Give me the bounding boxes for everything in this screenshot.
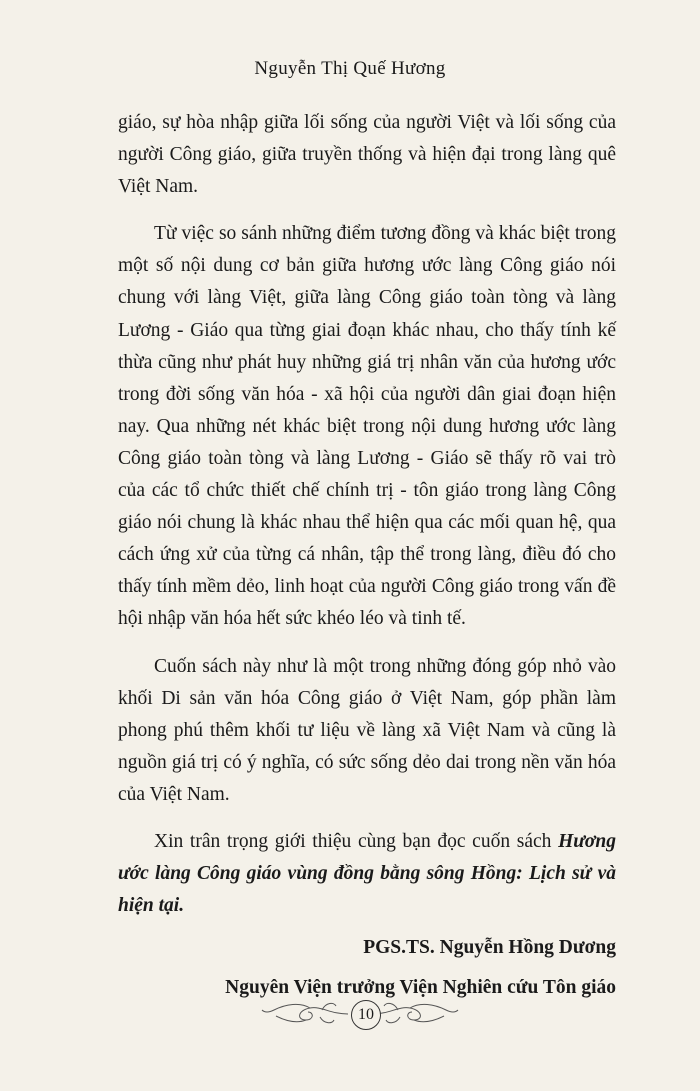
paragraph-contribution-text: Cuốn sách này như là một trong những đóng góp nhỏ vào khối Di sản văn hóa Công giáo ở Việt Nam, góp phần làm phong phú thêm khối tư liệu về làng xã Việt Nam và cũng là nguồn giá trị có ý nghĩa, có sức sống dẻo dai trong nền văn hóa của Việt Nam.: [118, 655, 616, 805]
running-head: Nguyễn Thị Quế Hương: [254, 58, 446, 79]
book-title: Hương ước làng Công giáo vùng đồng bằng sông Hồng: Lịch sử và hiện tại.: [118, 830, 616, 917]
paragraph-contribution: [118, 651, 616, 811]
paragraph-comparison: [118, 218, 616, 635]
paragraph-continuation: giáo, sự hòa nhập giữa lối sống của người Việt và lối sống của người Công giáo, giữa truyền thống và hiện đại trong làng quê Việt Nam.: [118, 112, 616, 198]
paragraph-comparison-text: Từ việc so sánh những điểm tương đồng và khác biệt trong một số nội dung cơ bản giữa hương ước làng Công giáo nói chung với làng Việt, giữa làng Công giáo toàn tòng và làng Lương - Giáo qua từng giai đoạn khác nhau, cho thấy tính kế thừa cũng như phát huy những giá trị nhân văn của hương ước trong đời sống văn hóa - xã hội của người dân giai đoạn hiện nay. Qua những nét khác biệt trong nội dung hương ước làng Công giáo toàn tòng và làng Lương - Giáo sẽ thấy rõ vai trò của các tổ chức thiết chế chính trị - tôn giáo trong làng Công giáo nói chung là khác nhau thể hiện qua các mối quan hệ, qua cách ứng xử của từng cá nhân, tập thể trong làng, điều đó cho thấy tính mềm dẻo, linh hoạt của người Công giáo trong vấn đề hội nhập văn hóa hết sức khéo léo và tinh tế.: [118, 223, 616, 630]
page-number: 10: [351, 1000, 381, 1030]
introduction-text: Xin trân trọng giới thiệu cùng bạn đọc cuốn sách: [154, 830, 559, 852]
author-position: Nguyên Viện trưởng Viện Nghiên cứu Tôn giáo: [225, 977, 616, 999]
body-text: [118, 107, 616, 1004]
author-name: PGS.TS. Nguyễn Hồng Dương: [363, 937, 616, 959]
paragraph-introduction: [118, 826, 616, 922]
